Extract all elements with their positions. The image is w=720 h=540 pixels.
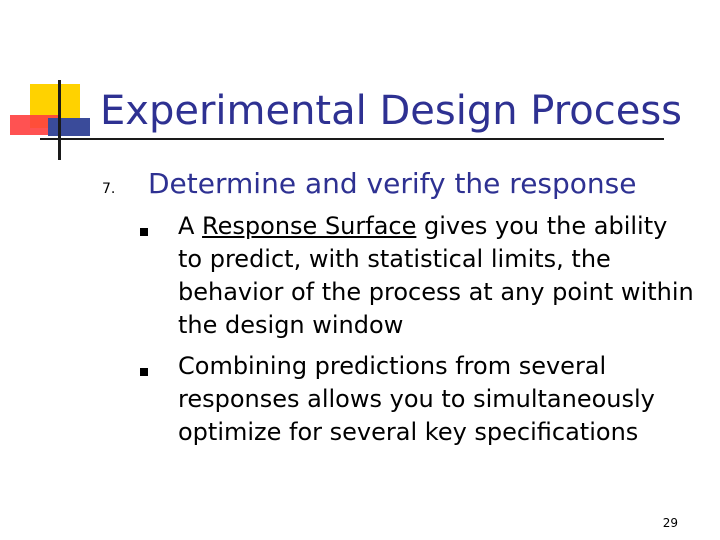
- bullet-marker: [140, 228, 148, 236]
- page-number: 29: [662, 516, 678, 530]
- logo-horizontal-line: [40, 138, 664, 140]
- bullet-text: Combining predictions from several responses allows you to simultaneously optimize for several key specifications: [178, 352, 655, 446]
- decorative-logo: [0, 0, 720, 170]
- logo-vertical-line: [58, 80, 61, 160]
- bullet-marker: [140, 368, 148, 376]
- item-heading: Determine and verify the response: [148, 167, 637, 200]
- response-surface-term: Response Surface: [202, 212, 417, 240]
- logo-blue-block: [48, 118, 90, 136]
- bullet-text-after: gives you the ability to predict, with statistical limits, the behavior of the process at any point within the design window: [178, 212, 694, 339]
- item-number: 7.: [102, 181, 116, 197]
- slide-title: Experimental Design Process: [100, 88, 683, 134]
- bullet-text: [178, 210, 698, 342]
- bullet-text-before: A: [178, 212, 203, 240]
